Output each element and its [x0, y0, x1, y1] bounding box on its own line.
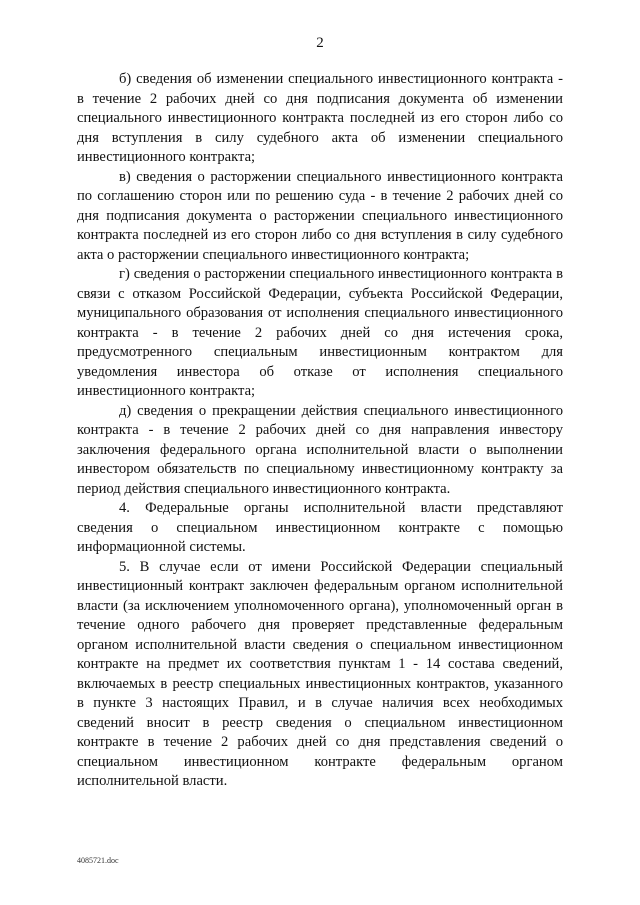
paragraph-d: д) сведения о прекращении действия специального инвестиционного контракта - в течение 2 рабочих дней со дня направления инвестору заключения федерального органа исполнительной власти о выполнении инвестором обязательств по специальному инвестиционному контракту за период действия специального инвестиционного контракта. [77, 402, 563, 497]
page-number: 2 [316, 35, 324, 51]
document-file-code: 4085721.doc [77, 856, 119, 865]
paragraph-g: г) сведения о расторжении специального инвестиционного контракта в связи с отказом Российской Федерации, субъекта Российской Федерации, муниципального образования от исполнения специального инвестиционного контракта - в течение 2 рабочих дней со дня истечения срока, предусмотренного специальным инвестиционным контрактом для уведомления инвестора об отказе от исполнения специального инвестиционного контракта; [77, 266, 563, 399]
document-body [77, 70, 563, 792]
paragraph-5: 5. В случае если от имени Российской Федерации специальный инвестиционный контракт заключен федеральным органом исполнительной власти (за исключением уполномоченного органа), уполномоченный орган в течение одного рабочего дня проверяет представленные федеральным органом исполнительной власти сведения о специальном инвестиционном контракте на предмет их соответствия пунктам 1 - 14 состава сведений, включаемых в реестр специальных инвестиционных контрактов, указанного в пункте 3 настоящих Правил, и в случае наличия всех необходимых сведений вносит в реестр сведения о специальном инвестиционном контракте в течение 2 рабочих дней со дня представления сведений о специальном инвестиционном контракте федеральным органом исполнительной власти. [77, 558, 563, 789]
paragraph-b: б) сведения об изменении специального инвестиционного контракта - в течение 2 рабочих дней со дня подписания документа об изменении специального инвестиционного контракта последней из его сторон либо со дня вступления в силу судебного акта об изменении специального инвестиционного контракта; [77, 71, 563, 165]
paragraph-v: в) сведения о расторжении специального инвестиционного контракта по соглашению сторон или по решению суда - в течение 2 рабочих дней со дня подписания документа о расторжении специального инвестиционного контракта последней из его сторон либо со дня вступления в силу судебного акта о расторжении специального инвестиционного контракта; [77, 168, 563, 263]
paragraph-4: 4. Федеральные органы исполнительной власти представляют сведения о специальном инвестиционном контракте с помощью информационной системы. [77, 500, 563, 555]
